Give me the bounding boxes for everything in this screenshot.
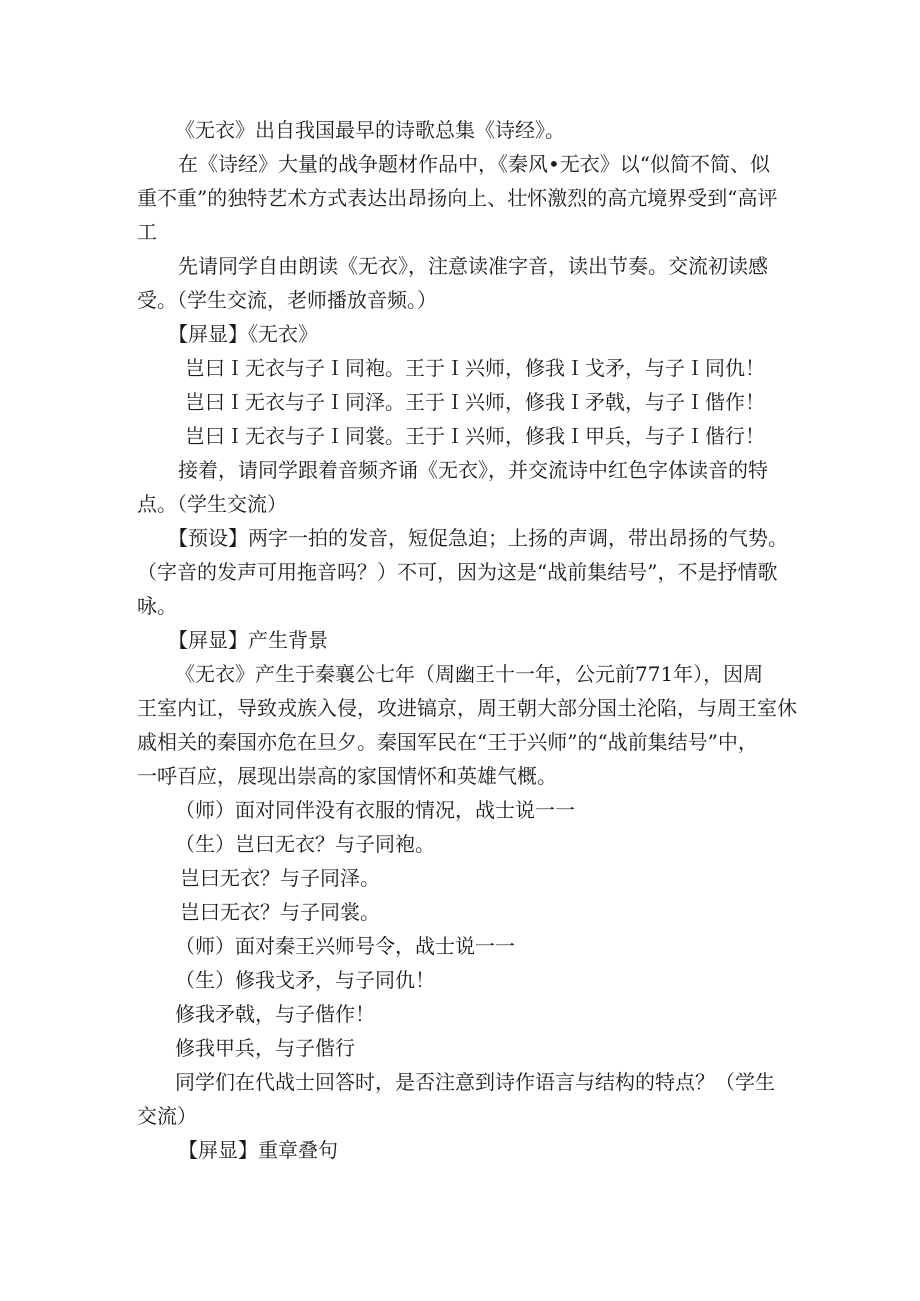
paragraph-line: 点。（学生交流） [137,492,287,516]
dialogue-line: （师）面对同伴没有衣服的情况，战士说一一 [175,798,575,822]
dialogue-line: 修我矛戟，与子偕作！ [175,1002,375,1026]
dialogue-line: 岂曰无衣？与子同泽。 [180,866,380,890]
poem-line: 岂曰Ｉ无衣与子Ｉ同裳。王于Ｉ兴师，修我Ｉ甲兵，与子Ｉ偕行！ [185,424,765,448]
paragraph-line: 接着，请同学跟着音频齐诵《无衣》，并交流诗中红色字体读音的特 [178,458,768,482]
screen-display-heading: 【屏显】产生背景 [168,628,328,652]
screen-display-heading: 【屏显】重章叠句 [178,1138,338,1162]
paragraph-line: 工 [137,220,157,244]
paragraph-line: 受。（学生交流，老师播放音频。） [137,288,437,312]
paragraph-line: 重不重”的独特艺术方式表达出昂扬向上、壮怀激烈的高亢境界受到“高评 [137,186,778,210]
dialogue-line: （生）岂曰无衣？与子同袍。 [175,832,435,856]
dialogue-line: （生）修我戈矛，与子同仇！ [175,968,435,992]
dialogue-line: 岂曰无衣？与子同裳。 [180,900,380,924]
paragraph-line: 交流） [137,1104,197,1128]
poem-line: 岂曰Ｉ无衣与子Ｉ同袍。王于Ｉ兴师，修我Ｉ戈矛，与子Ｉ同仇！ [185,356,765,380]
paragraph-line: 在《诗经》大量的战争题材作品中，《秦风•无衣》以“似简不简、似 [178,152,771,176]
dialogue-line: （师）面对秦王兴师号令，战士说一一 [175,934,515,958]
paragraph-line: 《无衣》出自我国最早的诗歌总集《诗经》。 [175,118,565,142]
paragraph-line: 咏。 [137,594,177,618]
paragraph-line: 戚相关的秦国亦危在旦夕。秦国军民在“王于兴师”的“战前集结号”中， [137,730,758,754]
paragraph-line: 一呼百应，展现出崇高的家国情怀和英雄气概。 [137,764,557,788]
paragraph-line: 王室内讧，导致戎族入侵，攻进镐京，周王朝大部分国土沦陷，与周王室休 [137,696,797,720]
paragraph-line: （字音的发声可用拖音吗？）不可，因为这是“战前集结号”，不是抒情歌 [137,560,778,584]
paragraph-line: 《无衣》产生于秦襄公七年（周幽王十一年，公元前771年），因周 [175,662,764,686]
screen-display-heading: 【屏显】《无衣》 [168,322,318,346]
preset-line: 【预设】两字一拍的发音，短促急迫；上扬的声调，带出昂扬的气势。 [168,526,788,550]
paragraph-line: 先请同学自由朗读《无衣》，注意读准字音，读出节奏。交流初读感 [178,254,768,278]
paragraph-line: 同学们在代战士回答时，是否注意到诗作语言与结构的特点？（学生 [175,1070,775,1094]
dialogue-line: 修我甲兵，与子偕行 [175,1036,355,1060]
poem-line: 岂曰Ｉ无衣与子Ｉ同泽。王于Ｉ兴师，修我Ｉ矛戟，与子Ｉ偕作！ [185,390,765,414]
